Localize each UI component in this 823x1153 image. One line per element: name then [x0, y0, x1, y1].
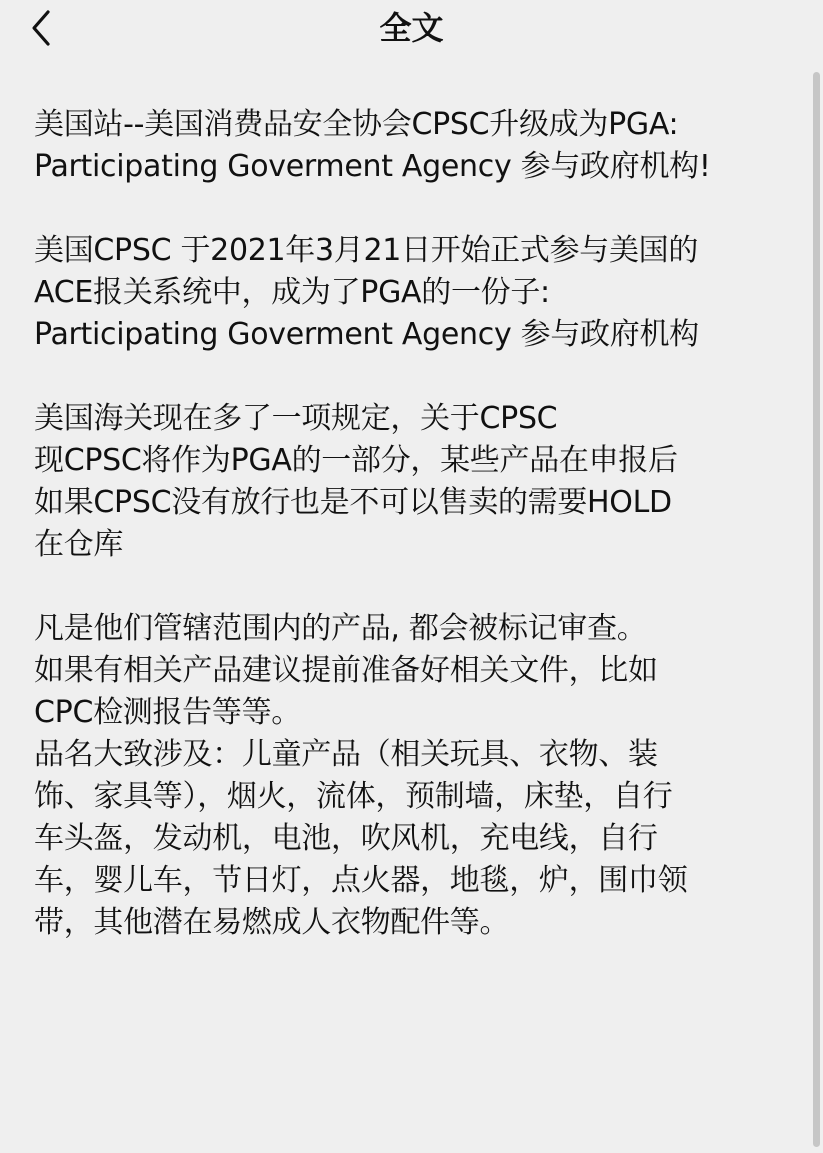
- paragraph: [34, 608, 806, 944]
- text-line: 现CPSC将作为PGA的一部分，某些产品在申报后: [34, 443, 678, 478]
- text-line: 在仓库: [34, 527, 124, 562]
- paragraph: [34, 230, 806, 356]
- text-line: 如果CPSC没有放行也是不可以售卖的需要HOLD: [34, 485, 672, 520]
- text-line: 美国CPSC 于2021年3月21日开始正式参与美国的: [34, 233, 699, 268]
- article-body: [34, 104, 806, 944]
- paragraph: [34, 398, 806, 566]
- text-line: Participating Goverment Agency 参与政府机构!: [34, 149, 711, 184]
- text-line: 饰、家具等），烟火，流体，预制墙，床垫，自行: [34, 779, 673, 814]
- text-line: 美国站--美国消费品安全协会CPSC升级成为PGA:: [34, 107, 679, 142]
- text-line: 品名大致涉及：儿童产品（相关玩具、衣物、装: [34, 737, 658, 772]
- text-line: 美国海关现在多了一项规定，关于CPSC: [34, 401, 558, 436]
- text-line: 车，婴儿车，节日灯，点火器，地毯，炉，围巾领: [34, 863, 688, 898]
- text-line: Participating Goverment Agency 参与政府机构: [34, 317, 699, 352]
- paragraph: [34, 104, 806, 188]
- text-line: 带，其他潜在易燃成人衣物配件等。: [34, 905, 510, 940]
- text-line: 车头盔，发动机，电池，吹风机，充电线，自行: [34, 821, 658, 856]
- text-line: ACE报关系统中，成为了PGA的一份子:: [34, 275, 550, 310]
- page-title: 全文: [379, 9, 444, 47]
- text-line: 如果有相关产品建议提前准备好相关文件，比如: [34, 653, 658, 688]
- nav-bar: [0, 0, 823, 64]
- scrollbar[interactable]: [813, 72, 820, 1147]
- text-line: CPC检测报告等等。: [34, 695, 301, 730]
- text-line: 凡是他们管辖范围内的产品, 都会被标记审查。: [34, 611, 647, 646]
